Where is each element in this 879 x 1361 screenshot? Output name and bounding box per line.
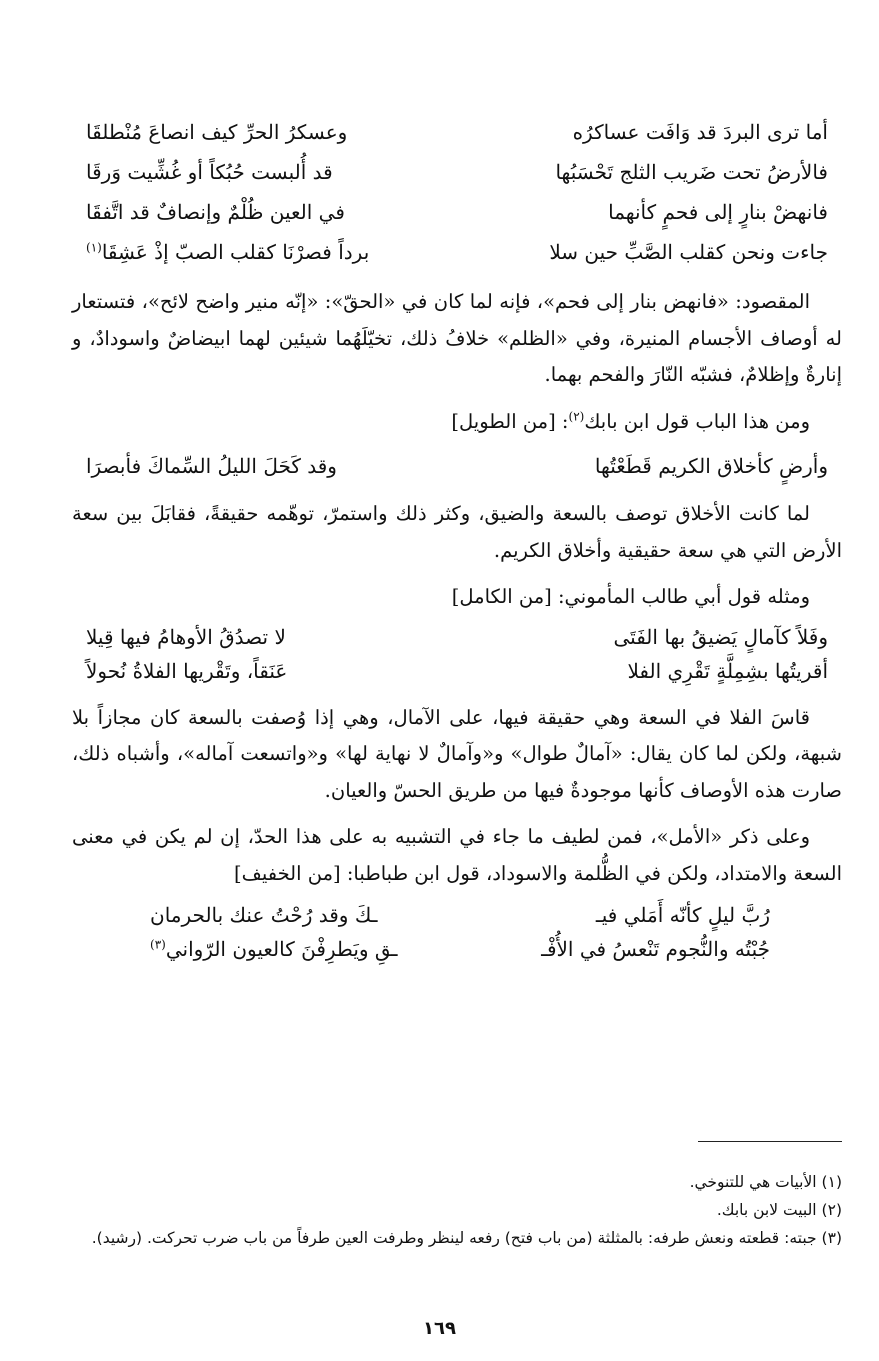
footnote-number: (٣) — [821, 1229, 842, 1247]
verse-second-hemistich: عَنَقاً، وتَقْريها الفلاةُ نُحولاً — [86, 658, 288, 683]
poem-1 — [72, 112, 842, 272]
footnote-marker: (٣) — [150, 937, 166, 952]
poem-4 — [72, 898, 842, 966]
verse-second-hemistich: لا تصدُقُ الأوهامُ فيها قِيلا — [86, 624, 286, 649]
footnote-2 — [72, 1196, 842, 1224]
footnote-text: جبته: قطعته ونعش طرفه: بالمثلثة (من باب فتح) رفعه لينظر وطرفت العين طرفاً من باب ضرب تحركت. (رشيد). — [91, 1229, 817, 1247]
verse-first-hemistich: فانهضْ بنارٍ إلى فحمٍ كأنهما — [608, 200, 828, 224]
footnote-marker: (١) — [86, 240, 102, 255]
intro-mamuni: ومثله قول أبي طالب المأموني: [من الكامل] — [451, 585, 810, 608]
verse-second-hemistich — [150, 932, 397, 966]
page-number: ١٦٩ — [423, 1318, 456, 1339]
verse-second-hemistich: وقد كَحَلَ الليلُ السِّماكَ فأبصرَا — [86, 454, 337, 478]
footnote-number: (١) — [821, 1173, 842, 1191]
paragraph-4: وعلى ذكر «الأمل»، فمن لطيف ما جاء في التشبيه به على هذا الحدّ، إن لم يكن في معنى السعة والامتداد، ولكن في الظُّلمة والاسوداد، قول ابن طباطبا: [من الخفيف] — [72, 825, 842, 885]
verse-line — [72, 654, 842, 688]
paragraph-2: لما كانت الأخلاق توصف بالسعة والضيق، وكثر ذلك واستمرّ، توهّمه حقيقةً، فقابَلَ بين سعة الأرض التي هي سعة حقيقية وأخلاق الكريم. — [72, 502, 842, 562]
verse-first-hemistich: جاءت ونحن كقلب الصَّبِّ حين سلا — [549, 240, 828, 264]
verse-first-hemistich: فالأرضُ تحت ضَريب الثلج تَحْسَبُها — [555, 160, 828, 184]
verse-line — [72, 152, 842, 192]
footnote-text: البيت لابن بابك. — [716, 1201, 817, 1219]
footnotes — [72, 1168, 842, 1252]
verse-second-hemistich: ـكَ وقد رُحْتُ عنك بالحرمان — [150, 903, 378, 927]
verse-first-hemistich: رُبَّ ليلٍ كأنّه أَمَلي فيـ — [595, 903, 770, 927]
verse-line — [72, 620, 842, 654]
footnote-number: (٢) — [821, 1201, 842, 1219]
intro-text: ومن هذا الباب قول ابن بابك — [584, 409, 810, 433]
verse-second-hemistich: وعسكرُ الحرِّ كيف انصاعَ مُنْطلقَا — [86, 120, 348, 144]
verse-line — [72, 446, 842, 486]
footnote-1 — [72, 1168, 842, 1196]
footnote-text: الأبيات هي للتنوخي. — [689, 1173, 817, 1191]
verse-first-hemistich: وأرضٍ كأخلاق الكريم قَطَعْتُها — [594, 454, 828, 478]
verse-second-hemistich: في العين ظُلْمٌ وإنصافٌ قد اتَّفقَا — [86, 200, 345, 224]
verse-first-hemistich: أقريتُها بشِمِلَّةٍ تَقْرِي الفلا — [627, 658, 828, 683]
verse-first-hemistich: جُبْتُه والنُّجوم تَنْعسُ في الأُفْـ — [541, 937, 770, 961]
verse-first-hemistich: أما ترى البردَ قد وَافَت عساكرُه — [572, 120, 828, 144]
verse-line — [136, 898, 784, 932]
verse-first-hemistich: وفَلاً كآمالٍ يَضيقُ بها الفَتَى — [613, 624, 828, 649]
footnote-divider — [698, 1141, 842, 1142]
page-body — [72, 112, 842, 966]
verse-line — [72, 112, 842, 152]
verse-line — [72, 232, 842, 272]
meter-label: : [من الطويل] — [451, 409, 569, 433]
verse-line — [72, 192, 842, 232]
verse-second-hemistich: قد أُلبست حُبُكاً أو غُشِّيت وَرقَا — [86, 160, 333, 184]
poem-3 — [72, 620, 842, 688]
intro-ibn-babak — [72, 404, 842, 441]
verse-line — [136, 932, 784, 966]
verse-text: ـقِ ويَطرِفْنَ كالعيون الرّواني — [165, 937, 398, 961]
paragraph-3: قاسَ الفلا في السعة وهي حقيقة فيها، على الآمال، وهي إذا وُصفت بالسعة كان مجازاً بلا شبهة، ولكن لما كان يقال: «آمالٌ طوال» و«وآمالٌ لا نهاية لها» و«واتسعت آماله»، وأشباه ذلك، صارت هذه الأوصاف كأنها موجودةٌ فيها من طريق الحسّ والعيان. — [72, 705, 842, 802]
footnote-marker: (٢) — [568, 409, 585, 423]
paragraph-1: المقصود: «فانهض بنار إلى فحم»، فإنه لما كان في «الحقّ»: «إنّه منير واضح لائح»، فتستعار له أوصاف الأجسام المنيرة، وفي «الظلم» خلافُ ذلك، تخيّلَهُما شيئين لهما ابيضاضٌ واسودادٌ، و إنارةٌ وإظلامٌ، فشبّه النّارَ والفحم بهما. — [72, 290, 842, 386]
footnote-3 — [72, 1224, 842, 1252]
verse-text: برداً فصرْنَا كقلب الصبّ إذْ عَشِقَا — [101, 240, 370, 264]
verse-second-hemistich — [86, 232, 369, 272]
